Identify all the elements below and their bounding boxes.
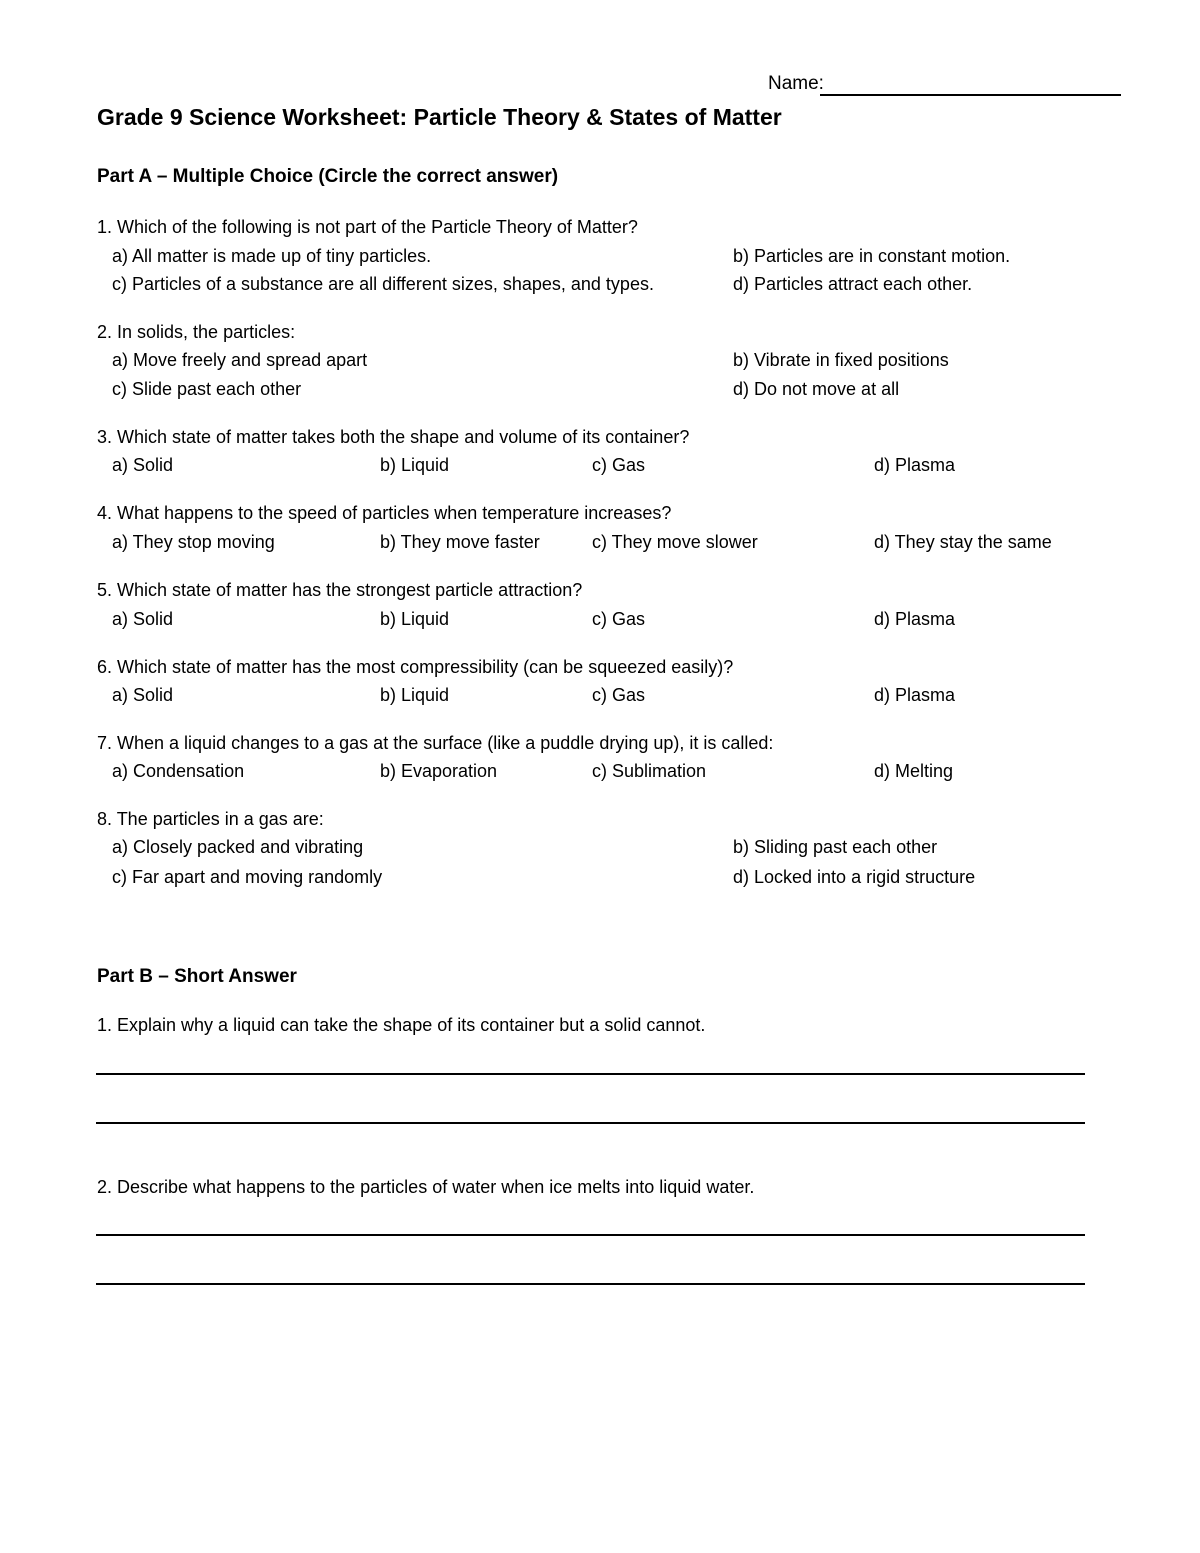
question-6-option-d[interactable]: d) Plasma <box>874 685 956 705</box>
question-3-stem: 3. Which state of matter takes both the shape and volume of its container? <box>97 427 690 447</box>
question-2-stem: 2. In solids, the particles: <box>97 322 296 342</box>
question-2-option-d[interactable]: d) Do not move at all <box>733 379 900 399</box>
question-5-option-d[interactable]: d) Plasma <box>874 609 956 629</box>
question-6-stem: 6. Which state of matter has the most compressibility (can be squeezed easily)? <box>97 657 734 677</box>
question-1-stem: 1. Which of the following is not part of the Particle Theory of Matter? <box>97 217 638 237</box>
question-1-option-a[interactable]: a) All matter is made up of tiny particles. <box>112 246 432 266</box>
question-6-option-a[interactable]: a) Solid <box>112 685 174 705</box>
question-4-option-a[interactable]: a) They stop moving <box>112 532 275 552</box>
question-7-option-c[interactable]: c) Sublimation <box>592 761 707 781</box>
question-4-option-d[interactable]: d) They stay the same <box>874 532 1052 552</box>
name-label: Name: <box>768 73 824 94</box>
question-8-option-d[interactable]: d) Locked into a rigid structure <box>733 867 976 887</box>
part-b-heading: Part B – Short Answer <box>97 966 297 987</box>
short-answer-1-line-1[interactable] <box>96 1073 1085 1075</box>
short-answer-1-line-2[interactable] <box>96 1122 1085 1124</box>
short-answer-1-stem: 1. Explain why a liquid can take the shape of its container but a solid cannot. <box>97 1015 706 1035</box>
question-7-option-d[interactable]: d) Melting <box>874 761 954 781</box>
question-6-option-c[interactable]: c) Gas <box>592 685 646 705</box>
question-3-option-a[interactable]: a) Solid <box>112 455 174 475</box>
name-field-line[interactable] <box>820 94 1121 96</box>
question-8-stem: 8. The particles in a gas are: <box>97 809 324 829</box>
question-1-option-c[interactable]: c) Particles of a substance are all different sizes, shapes, and types. <box>112 274 654 294</box>
question-5-option-a[interactable]: a) Solid <box>112 609 174 629</box>
short-answer-2-line-2[interactable] <box>96 1283 1085 1285</box>
question-1-option-b[interactable]: b) Particles are in constant motion. <box>733 246 1011 266</box>
question-2-option-b[interactable]: b) Vibrate in fixed positions <box>733 350 949 370</box>
question-2-option-a[interactable]: a) Move freely and spread apart <box>112 350 368 370</box>
question-3-option-d[interactable]: d) Plasma <box>874 455 956 475</box>
question-4-option-b[interactable]: b) They move faster <box>380 532 540 552</box>
question-7-option-a[interactable]: a) Condensation <box>112 761 245 781</box>
question-4-option-c[interactable]: c) They move slower <box>592 532 758 552</box>
part-a-heading: Part A – Multiple Choice (Circle the correct answer) <box>97 166 559 187</box>
worksheet-title: Grade 9 Science Worksheet: Particle Theory & States of Matter <box>97 104 782 130</box>
question-6-option-b[interactable]: b) Liquid <box>380 685 450 705</box>
question-3-option-c[interactable]: c) Gas <box>592 455 646 475</box>
question-7-option-b[interactable]: b) Evaporation <box>380 761 498 781</box>
question-3-option-b[interactable]: b) Liquid <box>380 455 450 475</box>
question-5-option-c[interactable]: c) Gas <box>592 609 646 629</box>
question-5-stem: 5. Which state of matter has the strongest particle attraction? <box>97 580 583 600</box>
question-2-option-c[interactable]: c) Slide past each other <box>112 379 302 399</box>
question-1-option-d[interactable]: d) Particles attract each other. <box>733 274 973 294</box>
question-8-option-a[interactable]: a) Closely packed and vibrating <box>112 837 364 857</box>
short-answer-2-line-1[interactable] <box>96 1234 1085 1236</box>
question-8-option-b[interactable]: b) Sliding past each other <box>733 837 938 857</box>
short-answer-2-stem: 2. Describe what happens to the particles of water when ice melts into liquid water. <box>97 1177 755 1197</box>
question-4-stem: 4. What happens to the speed of particles when temperature increases? <box>97 503 672 523</box>
question-7-stem: 7. When a liquid changes to a gas at the surface (like a puddle drying up), it is called: <box>97 733 774 753</box>
question-8-option-c[interactable]: c) Far apart and moving randomly <box>112 867 383 887</box>
question-5-option-b[interactable]: b) Liquid <box>380 609 450 629</box>
